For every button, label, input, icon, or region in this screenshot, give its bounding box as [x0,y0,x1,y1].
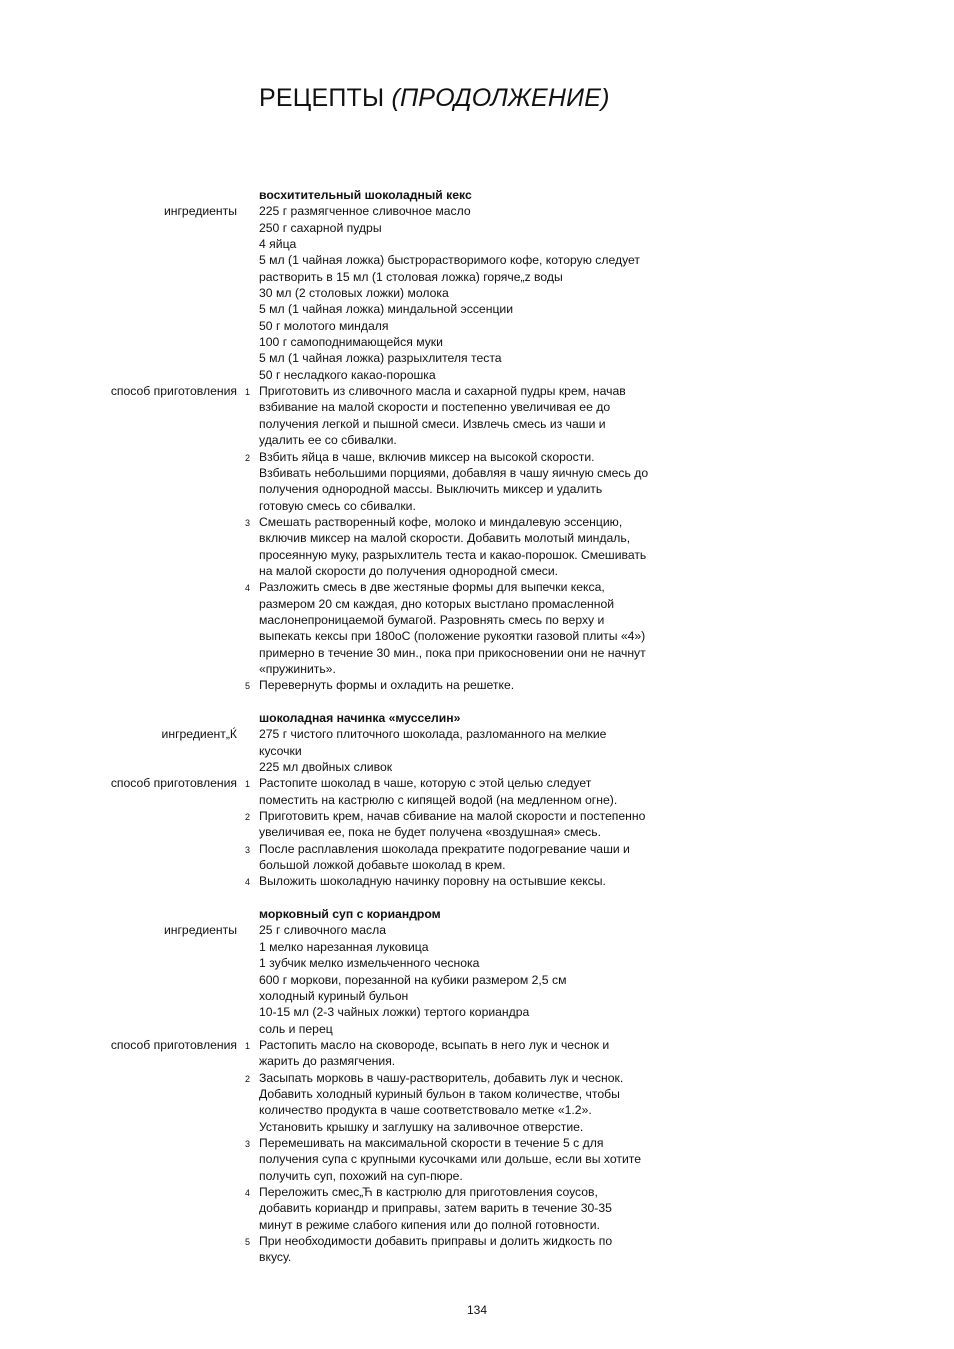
step-number: 5 [245,681,251,692]
ingredient-line: 1 мелко нарезанная луковица [259,939,429,954]
step-line: Установить крышку и заглушку на заливочное отверстие. [259,1119,584,1134]
ingredients-section [90,922,710,1036]
recipe [90,187,710,694]
method-section [90,775,710,889]
step-line: просеянную муку, разрыхлитель теста и какао-порошок. Смешивать [259,547,647,562]
recipe [90,906,710,1266]
step-number: 2 [245,1073,251,1084]
recipe [90,710,710,890]
step-line: Добавить холодный куриный бульон в таком количестве, чтобы [259,1086,620,1101]
step-line: жарить до размягчения. [259,1054,396,1069]
method-step [245,514,710,579]
step-line: добавить кориандр и приправы, затем варить в течение 30-35 [259,1201,612,1216]
method-step [245,677,710,693]
method-step [245,1070,710,1135]
ingredient-line: 10-15 мл (2-3 чайных ложки) тертого кориандра [259,1005,530,1020]
step-line: маслонепроницаемой бумагой. Разровнять смесь по верху и [259,612,605,627]
method-step [245,1135,710,1184]
method-step [245,808,710,841]
method-step [245,449,710,514]
step-line: Перевернуть формы и охладить на решетке. [259,678,515,693]
method-step [245,873,710,889]
step-line: взбивание на малой скорости и постепенно увеличивая ее до [259,400,611,415]
step-line: При необходимости добавить приправы и долить жидкость по [259,1234,613,1248]
ingredient-line: 5 мл (1 чайная ложка) разрыхлителя теста [259,351,502,366]
step-line: размером 20 см каждая, дно которых выстлано промасленной [259,596,615,611]
step-line: Засыпать морковь в чашу-растворитель, добавить лук и чеснок. [259,1070,624,1085]
step-number: 3 [245,517,251,528]
ingredient-line: 600 г моркови, порезанной на кубики размером 2,5 см [259,972,567,987]
recipes-content [90,187,710,1282]
ingredient-line: 275 г чистого плиточного шоколада, разломанного на мелкие [259,727,607,742]
ingredient-line: 30 мл (2 столовых ложки) молока [259,286,449,301]
step-line: Переложить смес„Ћ в кастрюлю для приготовления соусов, [259,1184,598,1199]
step-number: 3 [245,1138,251,1149]
page-title-main: РЕЦЕПТЫ [259,84,385,112]
ingredient-line: кусочки [259,743,302,758]
ingredient-line: 225 мл двойных сливок [259,760,393,775]
step-line: Приготовить крем, начав сбивание на малой скорости и постепенно [259,809,646,824]
step-line: Взбить яйца в чаше, включив миксер на высокой скорости. [259,449,595,464]
step-number: 4 [245,1187,251,1198]
step-line: Разложить смесь в две жестяные формы для выпечки кекса, [259,580,605,595]
step-line: Приготовить из сливочного масла и сахарной пудры крем, начав [259,384,626,399]
step-number: 2 [245,812,251,823]
recipe-title: шоколадная начинка «мусселин» [259,711,461,725]
method-label: способ приготовления [110,384,237,399]
step-line: минут в режиме слабого кипения или до полной готовности. [259,1217,600,1232]
step-line: получения легкой и пышной смеси. Извлечь смесь из чаши и [259,416,606,431]
ingredient-line: 25 г сливочного масла [259,923,386,938]
ingredient-line: 100 г самоподнимающейся муки [259,335,443,350]
step-line: получения однородной массы. Выключить миксер и удалить [259,482,603,497]
method-step [245,383,710,448]
step-line: поместить на кастрюлю с кипящей водой (на медленном огне). [259,792,618,807]
step-line: выпекать кексы при 180оС (положение рукоятки газовой плиты «4») [259,629,646,644]
step-line: на малой скорости до получения однородной смеси. [259,563,559,578]
ingredients-label: ингредиенты [163,923,237,938]
ingredient-line: 5 мл (1 чайная ложка) миндальной эссенции [259,302,514,317]
method-step [245,841,710,874]
ingredients-section [90,726,710,775]
step-number: 3 [245,844,251,855]
ingredient-line: 4 яйца [259,237,297,252]
step-line: примерно в течение 30 мин., пока при прикосновении они не начнут [259,645,646,660]
step-number: 2 [245,452,251,463]
step-line: большой ложкой добавьте шоколад в крем. [259,858,506,873]
ingredients-label: ингредиент„Ќ [161,727,237,742]
step-line: увеличивая ее, пока не будет получена «воздушная» смесь. [259,825,601,840]
ingredient-line: 50 г молотого миндаля [259,318,389,333]
method-step [245,579,710,677]
step-line: готовую смесь со сбивалки. [259,498,416,513]
method-step [245,1233,710,1266]
step-line: Смешать растворенный кофе, молоко и миндалевую эссенцию, [259,514,623,529]
method-section [90,383,710,694]
ingredient-line: 225 г размягченное сливочное масло [259,204,471,219]
method-label: способ приготовления [110,1037,237,1052]
ingredient-line: соль и перец [259,1021,333,1036]
step-number: 4 [245,583,251,594]
method-section [90,1037,710,1266]
page-title [259,84,610,113]
ingredient-line: 1 зубчик мелко измельченного чеснока [259,956,480,971]
ingredients-label: ингредиенты [163,204,237,219]
method-step [245,1037,710,1070]
step-line: получения супа с крупными кусочками или дольше, если вы хотите [259,1152,641,1167]
recipe-title: восхитительный шоколадный кекс [259,188,472,202]
ingredient-line: 5 мл (1 чайная ложка) быстрорастворимого кофе, которую следует [259,253,640,268]
ingredient-line: холодный куриный бульон [259,988,409,1003]
method-step [245,775,710,808]
page-title-continuation: (ПРОДОЛЖЕНИЕ) [391,84,610,112]
step-line: включив миксер на малой скорости. Добавить молотый миндаль, [259,531,631,546]
method-step [245,1184,710,1233]
page-number: 134 [466,1303,488,1317]
step-line: Растопить масло на сковороде, всыпать в него лук и чеснок и [259,1037,610,1052]
step-line: вкусу. [259,1250,292,1265]
step-number: 1 [245,1040,251,1051]
method-label: способ приготовления [110,776,237,791]
ingredient-line: 50 г несладкого какао-порошка [259,367,436,382]
ingredients-section [90,203,710,383]
step-line: «пружинить». [259,661,336,676]
step-number: 1 [245,779,251,790]
step-number: 1 [245,387,251,398]
ingredient-line: 250 г сахарной пудры [259,220,382,235]
step-line: Выложить шоколадную начинку поровну на остывшие кексы. [259,874,606,889]
ingredient-line: растворить в 15 мл (1 столовая ложка) горяче„z воды [259,269,563,284]
recipe-title: морковный суп с кориандром [259,907,441,922]
step-line: удалить ее со сбивалки. [259,433,397,448]
step-number: 4 [245,877,251,888]
step-line: Перемешивать на максимальной скорости в течение 5 с для [259,1135,604,1150]
step-line: получить суп, похожий на суп-пюре. [259,1168,463,1183]
step-line: После расплавления шоколада прекратите подогревание чаши и [259,841,630,856]
step-line: Взбивать небольшими порциями, добавляя в чашу яичную смесь до [259,465,649,480]
step-number: 5 [245,1237,251,1247]
step-line: Растопите шоколад в чаше, которую с этой целью следует [259,776,592,791]
step-line: количество продукта в чаше соответствовало метке «1.2». [259,1103,592,1118]
